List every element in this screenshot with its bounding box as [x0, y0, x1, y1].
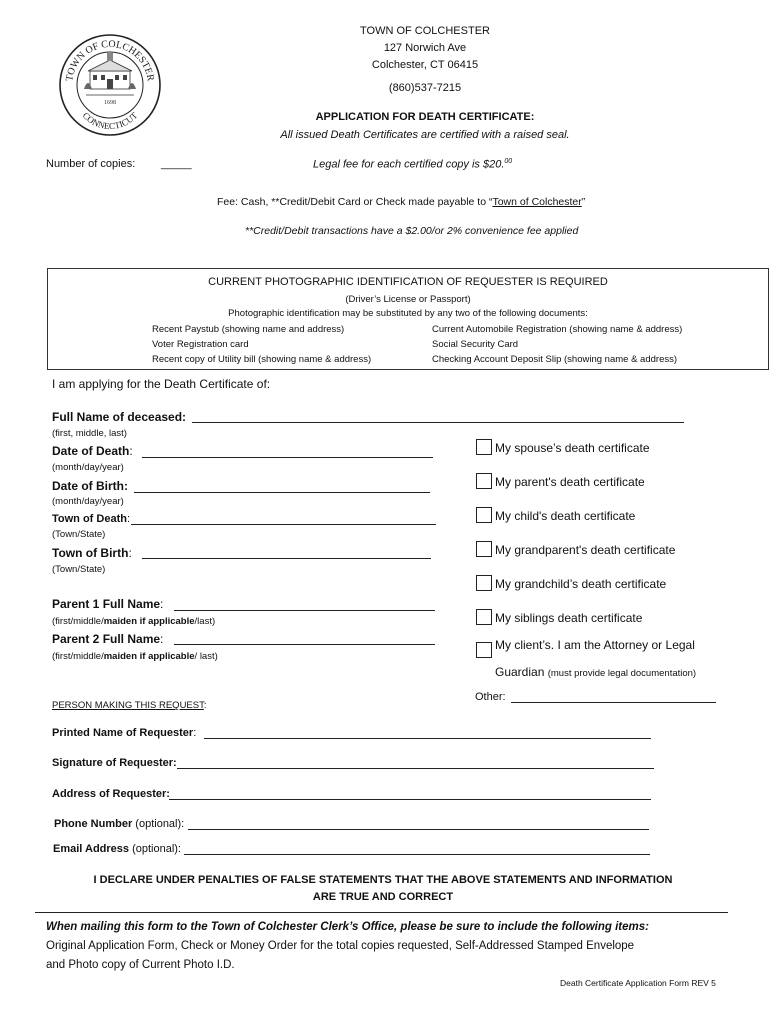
phone-number: (860)537-7215 — [388, 82, 462, 94]
signature-input[interactable] — [177, 757, 654, 769]
copies-label: Number of copies: — [46, 158, 136, 170]
parent2-label: Parent 2 Full Name: — [52, 632, 164, 646]
svg-text:1698: 1698 — [104, 100, 116, 106]
relation-label: My parent's death certificate — [495, 475, 645, 489]
street-address: 127 Norwich Ave — [383, 42, 467, 54]
parent2-input[interactable] — [174, 633, 435, 645]
town-birth-hint: (Town/State) — [52, 564, 106, 575]
relation-label: My child's death certificate — [495, 509, 636, 523]
spouse-checkbox[interactable] — [476, 439, 492, 455]
legal-fee: Legal fee for each certified copy is $20.00 — [313, 158, 513, 171]
copies-input[interactable]: _____ — [161, 158, 192, 170]
id-sub1: (Driver’s License or Passport) — [345, 294, 471, 305]
relation-label: My grandparent's death certificate — [495, 543, 676, 557]
address-input[interactable] — [169, 788, 651, 800]
id-doc-left: Voter Registration card — [152, 339, 249, 350]
mailing-body-1: Original Application Form, Check or Money Order for the total copies requested, Self-Addressed Stamped Envelope — [46, 940, 635, 952]
email-label: Email Address (optional): — [53, 843, 181, 855]
parent1-hint: (first/middle/maiden if applicable/last) — [52, 616, 216, 627]
client-checkbox[interactable] — [476, 642, 492, 658]
siblings-checkbox[interactable] — [476, 609, 492, 625]
relation-label: My client’s. I am the Attorney or Legal — [495, 638, 695, 652]
svg-text:TOWN OF COLCHESTER: TOWN OF COLCHESTER — [64, 38, 156, 82]
phone-input[interactable] — [188, 818, 649, 830]
grandchild-checkbox[interactable] — [476, 575, 492, 591]
dob-input[interactable] — [134, 481, 430, 493]
mailing-body-2: and Photo copy of Current Photo I.D. — [46, 959, 235, 971]
phone-label: Phone Number (optional): — [54, 818, 185, 830]
applying-for-label: I am applying for the Death Certificate of: — [52, 377, 271, 391]
town-birth-label: Town of Birth: — [52, 546, 132, 560]
town-seal-logo — [58, 33, 162, 137]
requester-section-label: PERSON MAKING THIS REQUEST: — [52, 700, 207, 711]
guardian-label: Guardian (must provide legal documentation) — [495, 665, 697, 679]
other-input[interactable] — [511, 691, 716, 703]
city-address: Colchester, CT 06415 — [371, 59, 479, 71]
fee-line: Fee: Cash, **Credit/Debit Card or Check made payable to “Town of Colchester” — [217, 196, 586, 208]
form-title: APPLICATION FOR DEATH CERTIFICATE: — [315, 111, 535, 123]
mailing-heading: When mailing this form to the Town of Colchester Clerk’s Office, please be sure to include the following items: — [46, 921, 649, 933]
id-doc-right: Social Security Card — [432, 339, 519, 350]
full-name-hint: (first, middle, last) — [52, 428, 127, 439]
dod-label: Date of Death: — [52, 444, 133, 458]
id-doc-left: Recent Paystub (showing name and address) — [152, 324, 345, 335]
printed-name-input[interactable] — [204, 727, 651, 739]
parent2-hint: (first/middle/maiden if applicable/ last) — [52, 651, 218, 662]
id-sub2: Photographic identification may be substituted by any two of the following documents: — [228, 308, 588, 319]
full-name-label: Full Name of deceased: — [52, 410, 187, 424]
relation-label: My grandchild’s death certificate — [495, 577, 667, 591]
id-heading: CURRENT PHOTOGRAPHIC IDENTIFICATION OF REQUESTER IS REQUIRED — [208, 276, 608, 288]
id-doc-right: Checking Account Deposit Slip (showing name & address) — [432, 354, 678, 365]
divider — [35, 912, 728, 913]
declaration-line2: ARE TRUE AND CORRECT — [312, 891, 454, 903]
form-subtitle: All issued Death Certificates are certified with a raised seal. — [280, 129, 570, 141]
town-death-input[interactable] — [131, 513, 436, 525]
town-name: TOWN OF COLCHESTER — [360, 25, 490, 37]
other-label: Other: — [475, 691, 506, 703]
declaration-line1: I DECLARE UNDER PENALTIES OF FALSE STATEMENTS THAT THE ABOVE STATEMENTS AND INFORMATION — [93, 874, 673, 886]
address-label: Address of Requester: — [52, 788, 170, 800]
email-input[interactable] — [184, 843, 650, 855]
town-death-hint: (Town/State) — [52, 529, 106, 540]
dob-hint: (month/day/year) — [52, 496, 124, 507]
printed-name-label: Printed Name of Requester: — [52, 727, 197, 739]
form-revision-footer: Death Certificate Application Form REV 5 — [560, 978, 716, 988]
svg-text:CONNECTICUT: CONNECTICUT — [80, 110, 140, 132]
relation-label: My spouse’s death certificate — [495, 441, 650, 455]
dod-input[interactable] — [142, 446, 433, 458]
town-birth-input[interactable] — [142, 547, 431, 559]
full-name-input[interactable] — [192, 411, 684, 423]
parent1-input[interactable] — [174, 599, 435, 611]
dod-hint: (month/day/year) — [52, 462, 124, 473]
dob-label: Date of Birth: — [52, 479, 128, 493]
id-doc-left: Recent copy of Utility bill (showing name & address) — [152, 354, 372, 365]
convenience-fee: **Credit/Debit transactions have a $2.00/or 2% convenience fee applied — [245, 225, 579, 237]
parent-checkbox[interactable] — [476, 473, 492, 489]
signature-label: Signature of Requester: — [52, 757, 177, 769]
id-doc-right: Current Automobile Registration (showing name & address) — [432, 324, 683, 335]
relation-label: My siblings death certificate — [495, 611, 643, 625]
parent1-label: Parent 1 Full Name: — [52, 597, 164, 611]
town-death-label: Town of Death: — [52, 513, 131, 525]
grandparent-checkbox[interactable] — [476, 541, 492, 557]
child-checkbox[interactable] — [476, 507, 492, 523]
